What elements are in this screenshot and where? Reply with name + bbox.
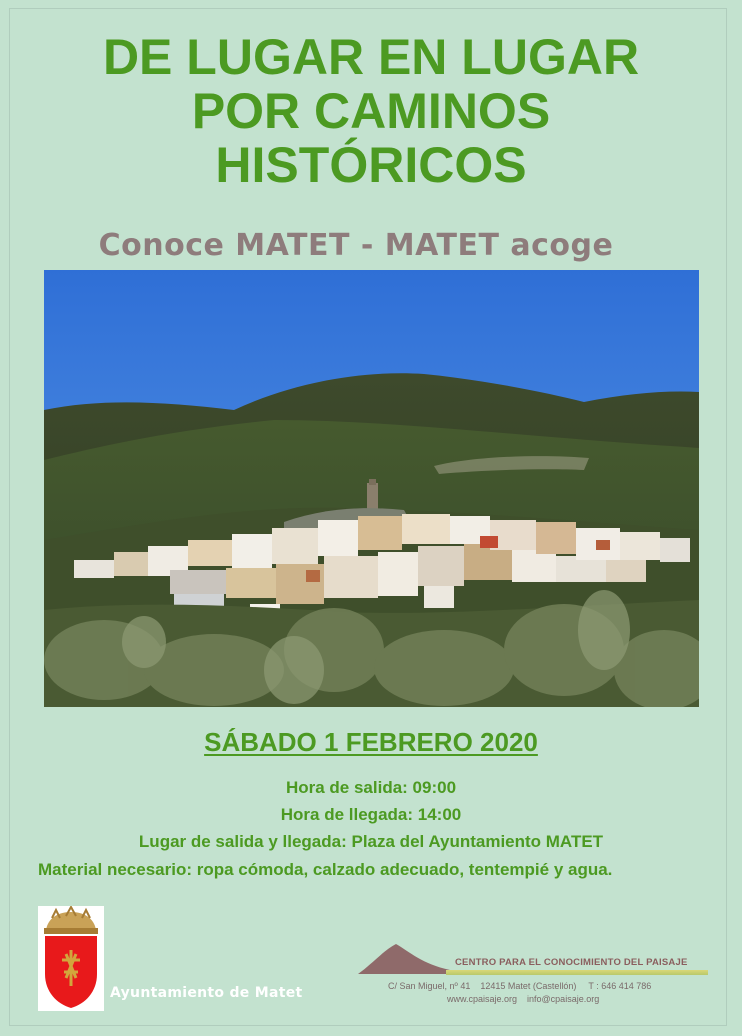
event-date: SÁBADO 1 FEBRERO 2020 xyxy=(204,727,538,757)
center-address xyxy=(388,981,651,991)
poster-subtitle: Conoce MATET - MATET acoge xyxy=(98,228,614,263)
matet-crest-logo xyxy=(38,906,104,1011)
title-line-2: POR CAMINOS xyxy=(191,83,551,139)
cp-mountain-logo xyxy=(358,942,450,981)
departure-time: Hora de salida: 09:00 xyxy=(285,778,457,797)
website-link[interactable]: www.cpaisaje.org xyxy=(447,994,518,1004)
arrival-time: Hora de llegada: 14:00 xyxy=(280,805,462,824)
phone-number: T : 646 414 786 xyxy=(588,981,652,991)
title-line-3: HISTÓRICOS xyxy=(215,137,527,193)
poster-title xyxy=(0,30,742,192)
address-street: C/ San Miguel, nº 41 xyxy=(388,981,471,991)
village-photo xyxy=(44,270,699,707)
center-divider xyxy=(446,970,708,975)
town-hall-name: Ayuntamiento de Matet xyxy=(110,985,303,1001)
center-name: CENTRO PARA EL CONOCIMIENTO DEL PAISAJE xyxy=(455,957,688,968)
address-postal: 12415 Matet (Castellón) xyxy=(480,981,577,991)
email-link[interactable]: info@cpaisaje.org xyxy=(527,994,600,1004)
meeting-point: Lugar de salida y llegada: Plaza del Ayuntamiento MATET xyxy=(138,832,604,851)
center-contact xyxy=(447,994,599,1004)
required-equipment: Material necesario: ropa cómoda, calzado adecuado, tentempié y agua. xyxy=(38,860,613,879)
title-line-1: DE LUGAR EN LUGAR xyxy=(102,29,640,85)
